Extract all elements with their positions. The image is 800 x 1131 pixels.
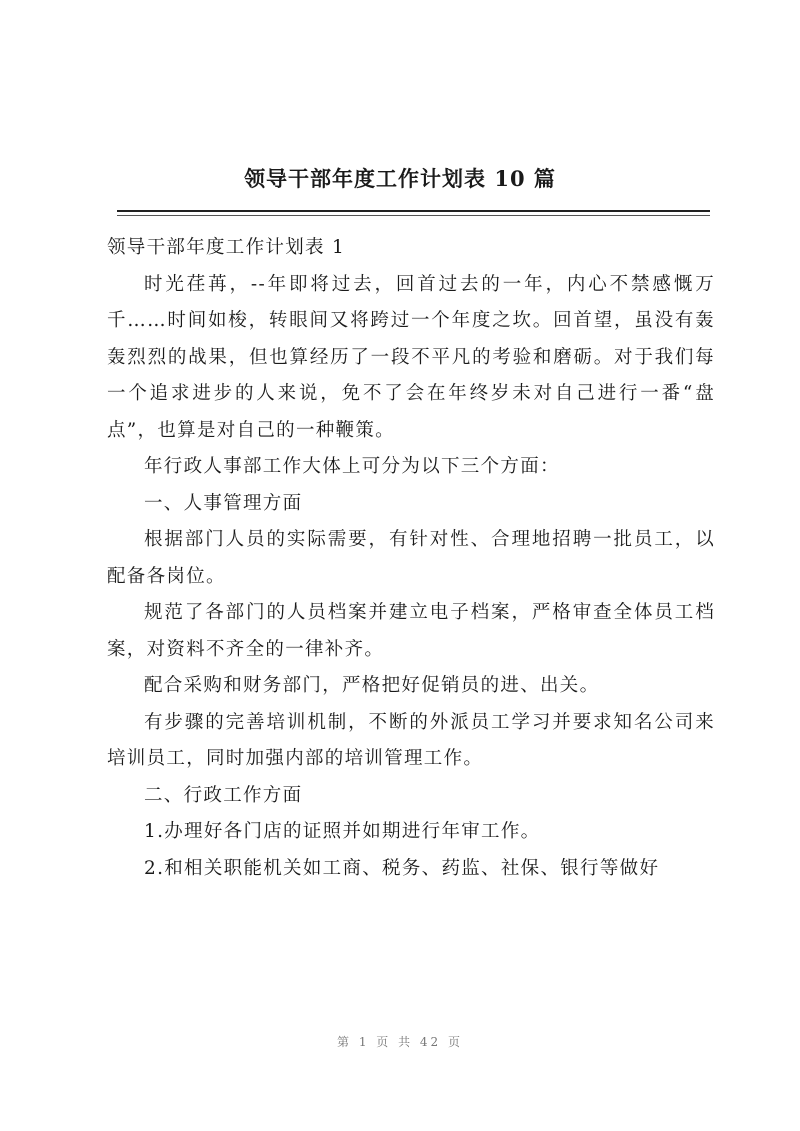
paragraph: 规范了各部门的人员档案并建立电子档案，严格审查全体员工档案，对资料不齐全的一律补齐。 <box>107 602 715 660</box>
title-divider-thin <box>117 215 710 216</box>
subsection-heading: 二、行政工作方面 <box>144 784 303 806</box>
subsection-heading: 一、人事管理方面 <box>144 492 303 514</box>
list-item: 2.和相关职能机关如工商、税务、药监、社保、银行等做好 <box>144 857 660 879</box>
paragraph: 配合采购和财务部门，严格把好促销员的进、出关。 <box>144 675 600 696</box>
paragraph: 时光荏苒，--年即将过去，回首过去的一年，内心不禁感慨万千……时间如梭，转眼间又将跨过一个年度之坎。回首望，虽没有轰轰烈烈的战果，但也算经历了一段不平凡的考验和磨砺。对于我们每一个追求进步的人来说，免不了会在年终岁未对自己进行一番“盘点”，也算是对自己的一种鞭策。 <box>107 273 715 441</box>
section-heading: 领导干部年度工作计划表 1 <box>107 237 346 258</box>
paragraph: 有步骤的完善培训机制，不断的外派员工学习并要求知名公司来培训员工，同时加强内部的培训管理工作。 <box>107 711 715 769</box>
paragraph: 根据部门人员的实际需要，有针对性、合理地招聘一批员工，以配备各岗位。 <box>107 529 715 587</box>
document-body <box>107 230 715 887</box>
paragraph: 年行政人事部工作大体上可分为以下三个方面： <box>144 456 560 477</box>
list-item: 1.办理好各门店的证照并如期进行年审工作。 <box>144 821 541 842</box>
title-divider-thick <box>117 210 710 212</box>
document-title: 领导干部年度工作计划表 10 篇 <box>244 166 556 191</box>
page-number: 第 1 页 共 42 页 <box>337 1035 463 1049</box>
